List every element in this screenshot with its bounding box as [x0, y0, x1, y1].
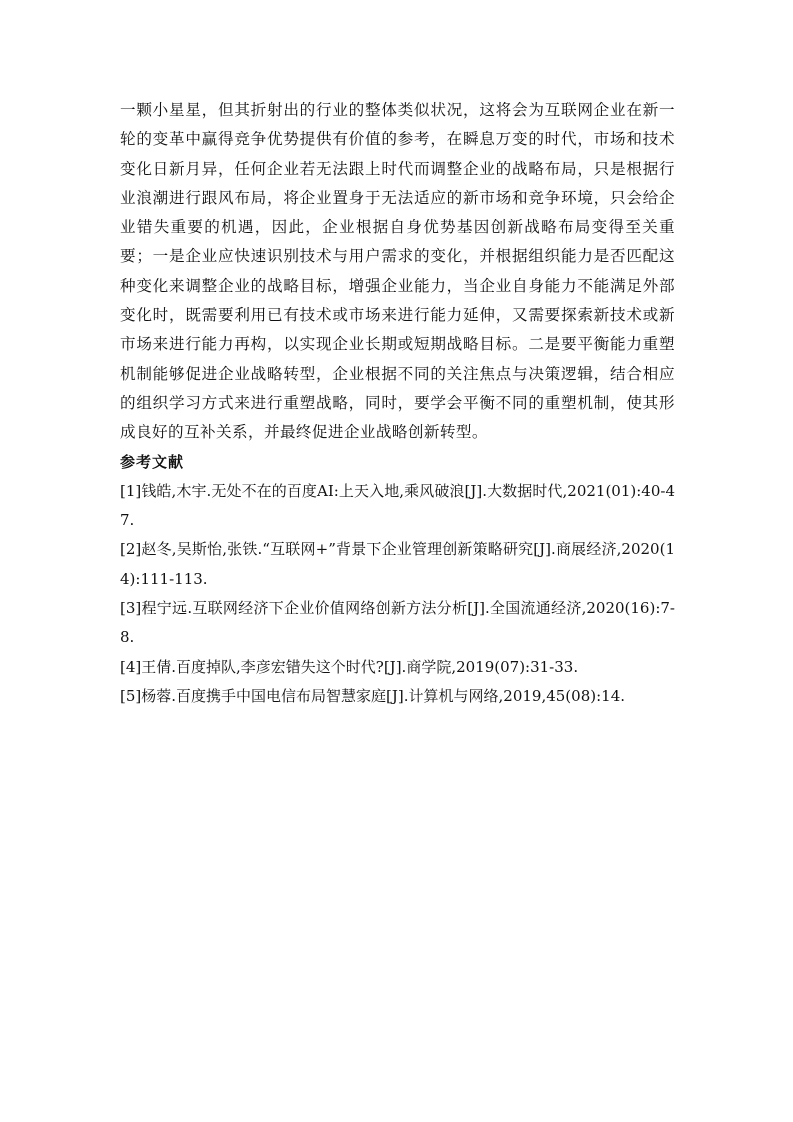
body-paragraph: 一颗小星星，但其折射出的行业的整体类似状况，这将会为互联网企业在新一轮的变革中赢得竞争优势提供有价值的参考，在瞬息万变的时代，市场和技术变化日新月异，任何企业若无法跟上时代而调整企业的战略布局，只是根据行业浪潮进行跟风布局，将企业置身于无法适应的新市场和竞争环境，只会给企业错失重要的机遇，因此，企业根据自身优势基因创新战略布局变得至关重要；一是企业应快速识别技术与用户需求的变化，并根据组织能力是否匹配这种变化来调整企业的战略目标，增强企业能力，当企业自身能力不能满足外部变化时，既需要利用已有技术或市场来进行能力延伸，又需要探索新技术或新市场来进行能力再构，以实现企业长期或短期战略目标。二是要平衡能力重塑机制能够促进企业战略转型，企业根据不同的关注焦点与决策逻辑，结合相应的组织学习方式来进行重塑战略，同时，要学会平衡不同的重塑机制，使其形成良好的互补关系，并最终促进企业战略创新转型。	[120, 101, 675, 442]
reference-item-5: [5]杨蓉.百度携手中国电信布局智慧家庭[J].计算机与网络,2019,45(08):14.	[120, 686, 625, 705]
reference-item-1: [1]钱皓,木宇.无处不在的百度AI:上天入地,乘风破浪[J].大数据时代,2021(01):40-47.	[120, 481, 675, 530]
reference-item-4: [4]王倩.百度掉队,李彦宏错失这个时代?[J].商学院,2019(07):31-33.	[120, 657, 579, 676]
reference-list	[120, 477, 675, 711]
document-page	[120, 96, 675, 711]
reference-item-3: [3]程宁远.互联网经济下企业价值网络创新方法分析[J].全国流通经济,2020(16):7-8.	[120, 599, 675, 647]
reference-item-2: [2]赵冬,吴斯怡,张铁.“互联网+”背景下企业管理创新策略研究[J].商展经济,2020(14):111-113.	[120, 540, 675, 588]
references-heading: 参考文献	[120, 452, 185, 471]
